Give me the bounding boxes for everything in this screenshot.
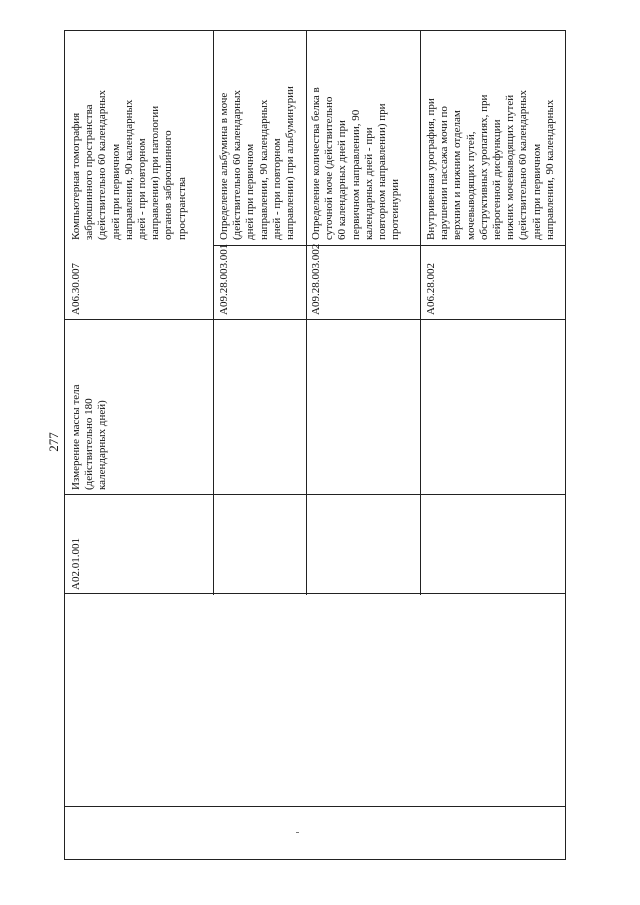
col-divider-name-code2 — [64, 593, 566, 594]
col-divider-mid-name — [64, 494, 566, 495]
table-border-left — [64, 30, 65, 860]
service-code: А09.28.003.002 — [310, 243, 322, 315]
service-description: Определение альбумина в моче (действительно 60 календарных дней при первичном направлении, 90 календарных дней - при повторном направлении) при альбуминурии — [218, 86, 297, 240]
service-description: Определение количества белка в суточной моче (действительно 60 календарных дней при первичном направлении, 90 календарных дней - при повторном направлении) при протеинурии — [310, 87, 402, 240]
row1-code: А02.01.001 — [70, 538, 82, 590]
scan-speck — [296, 832, 299, 833]
page-number: 277 — [46, 432, 61, 452]
service-code: А06.30.007 — [70, 263, 82, 315]
service-description: Внутривенная урография, при нарушении пассажа мочи по верхним и нижним отделам мочевыводящих путей, обструктивных уропатиях, при нейрогенной дисфункции нижних мочевыводящих путей (действительно 60 календарных дней при первичном направлении, 90 календарных — [425, 89, 556, 240]
row1-name: Измерение массы тела (действительно 180 календарных дней) — [70, 384, 109, 490]
table-border-bottom — [64, 859, 566, 860]
row-divider-2 — [306, 30, 307, 595]
row-divider-3 — [420, 30, 421, 595]
service-description: Компьютерная томография забрюшинного пространства (действительно 60 календарных дней при первичном направлении, 90 календарных дней - при повторном направлении) при патологии органов забрюшинного пространства — [70, 89, 188, 240]
service-code: А09.28.003.001 — [218, 243, 230, 315]
col-divider-lower — [64, 806, 566, 807]
row-divider-1 — [213, 30, 214, 595]
service-code: А06.28.002 — [425, 263, 437, 315]
col-divider-code-mid — [64, 319, 566, 320]
col-divider-desc-code — [213, 245, 566, 246]
table-border-top — [64, 30, 566, 31]
table-border-right — [565, 30, 566, 860]
